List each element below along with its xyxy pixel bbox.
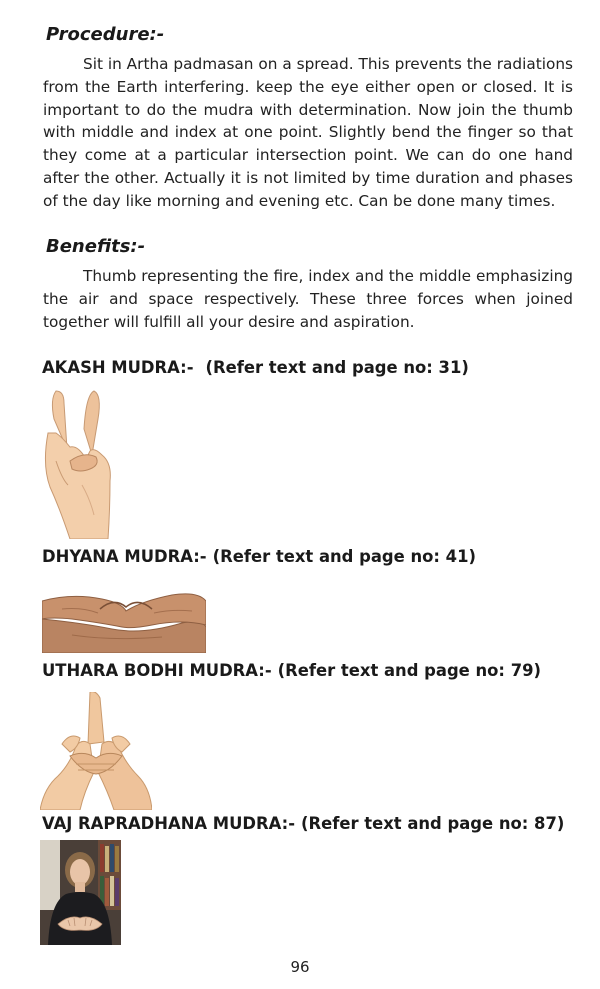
mudra-reference: (Refer text and page no: 31) (205, 358, 469, 377)
procedure-text: Sit in Artha padmasan on a spread. This prevents the radiations from the Earth interfering. keep the eye either open or closed. It is important to do the mudra with determination. Now join the thumb with middle and index at one point. Slightly bend the finger so that they come at a particular intersection point. We can do one hand after the other. Actually it is not limited by time duration and phases of the day like morning and evening etc. Can be done many times. (43, 55, 573, 210)
akash-mudra-photo (40, 389, 116, 539)
uthara-bodhi-mudra-heading (42, 661, 541, 680)
akash-mudra-heading (42, 358, 469, 377)
vajrapradhana-mudra-photo (40, 840, 121, 945)
benefits-text: Thumb representing the fire, index and the middle emphasizing the air and space respectively. These three forces when joined together will fulfill all your desire and aspiration. (43, 267, 573, 331)
mudra-name: DHYANA MUDRA:- (42, 547, 207, 566)
dhyana-mudra-photo (42, 579, 206, 653)
vajrapradhana-mudra-heading (42, 814, 564, 833)
benefits-heading: Benefits:- (46, 236, 146, 257)
mudra-reference: (Refer text and page no: 79) (277, 661, 541, 680)
mudra-name: VAJ RAPRADHANA MUDRA:- (42, 814, 295, 833)
mudra-reference: (Refer text and page no: 87) (301, 814, 565, 833)
mudra-reference: (Refer text and page no: 41) (212, 547, 476, 566)
procedure-heading: Procedure:- (46, 24, 165, 45)
page-number: 96 (290, 958, 310, 976)
uthara-bodhi-mudra-photo (40, 692, 152, 810)
mudra-name: UTHARA BODHI MUDRA:- (42, 661, 272, 680)
dhyana-mudra-heading (42, 547, 476, 566)
mudra-name: AKASH MUDRA:- (42, 358, 194, 377)
